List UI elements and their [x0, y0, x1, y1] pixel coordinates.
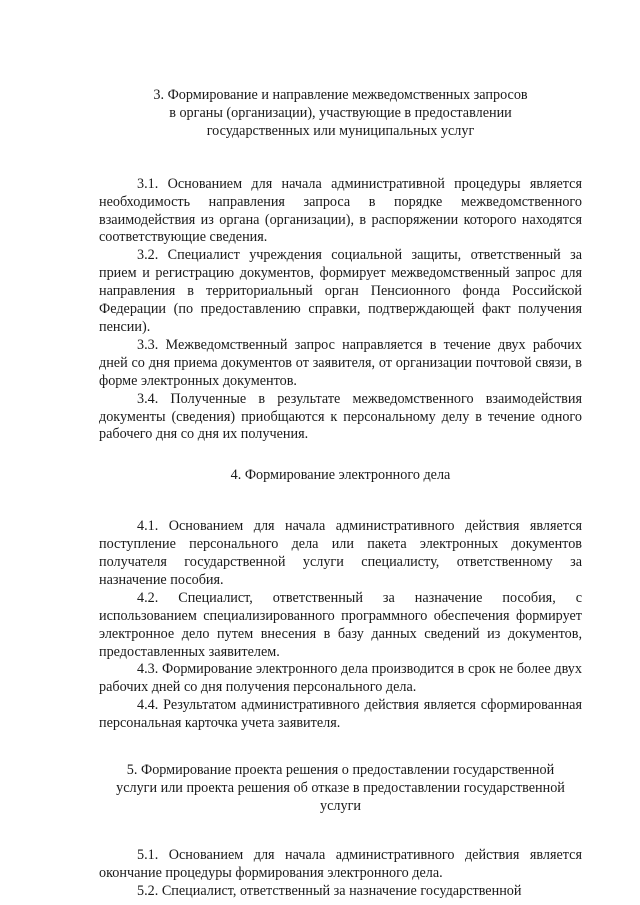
paragraph-3-1: 3.1. Основанием для начала административной процедуры является необходимость направления запроса в порядке межведомственного взаимодействия из органа (организации), в распоряжении которого находятся соответствующие сведения.: [99, 175, 582, 246]
paragraph-3-2: 3.2. Специалист учреждения социальной защиты, ответственный за прием и регистрацию документов, формирует межведомственный запрос для направления в территориальный орган Пенсионного фонда Российской Федерации (по предоставлению справки, подтверждающей факт получения пенсии).: [99, 247, 582, 335]
heading-line: 4. Формирование электронного дела: [230, 467, 451, 484]
heading-line: 3. Формирование и направление межведомственных запросов: [153, 87, 528, 103]
heading-line: государственных или муниципальных услуг: [206, 122, 475, 139]
paragraph-3-3: 3.3. Межведомственный запрос направляется в течение двух рабочих дней со дня приема документов от заявителя, от организации почтовой связи, в форме электронных документов.: [99, 336, 582, 389]
document-page: [99, 74, 582, 901]
paragraph-4-2: 4.2. Специалист, ответственный за назначение пособия, с использованием специализированного программного обеспечения формирует электронное дело путем внесения в базу данных сведений из документов, предоставленных заявителем.: [99, 589, 582, 660]
section-4-body: [99, 518, 582, 733]
paragraph-4-3: 4.3. Формирование электронного дела производится в срок не более двух рабочих дней со дня получения персонального дела.: [99, 661, 582, 696]
section-3-heading: [99, 74, 582, 141]
heading-line: 5. Формирование проекта решения о предоставлении государственной: [126, 762, 555, 779]
section-4-heading: [99, 467, 582, 485]
paragraph-3-4: 3.4. Полученные в результате межведомственного взаимодействия документы (сведения) приобщаются к персональному делу в течение одного рабочего дня со дня их получения.: [99, 390, 582, 443]
heading-line: в органы (организации), участвующие в предоставлении: [169, 104, 512, 121]
paragraph-5-1: 5.1. Основанием для начала административного действия является окончание процедуры формирования электронного дела.: [99, 846, 582, 881]
section-5-heading: [99, 762, 582, 816]
section-3-body: [99, 176, 582, 445]
section-5-body: [99, 847, 582, 901]
paragraph-4-1: 4.1. Основанием для начала административного действия является поступление персонального дела или пакета электронных документов получателя государственной услуги специалисту, ответственному за назначение пособия.: [99, 518, 582, 588]
heading-line: услуги или проекта решения об отказе в предоставлении государственной: [116, 780, 565, 796]
paragraph-5-2: 5.2. Специалист, ответственный за назначение государственной: [137, 882, 522, 899]
heading-line: услуги: [320, 797, 361, 814]
paragraph-4-4: 4.4. Результатом административного действия является сформированная персональная карточка учета заявителя.: [99, 697, 582, 732]
